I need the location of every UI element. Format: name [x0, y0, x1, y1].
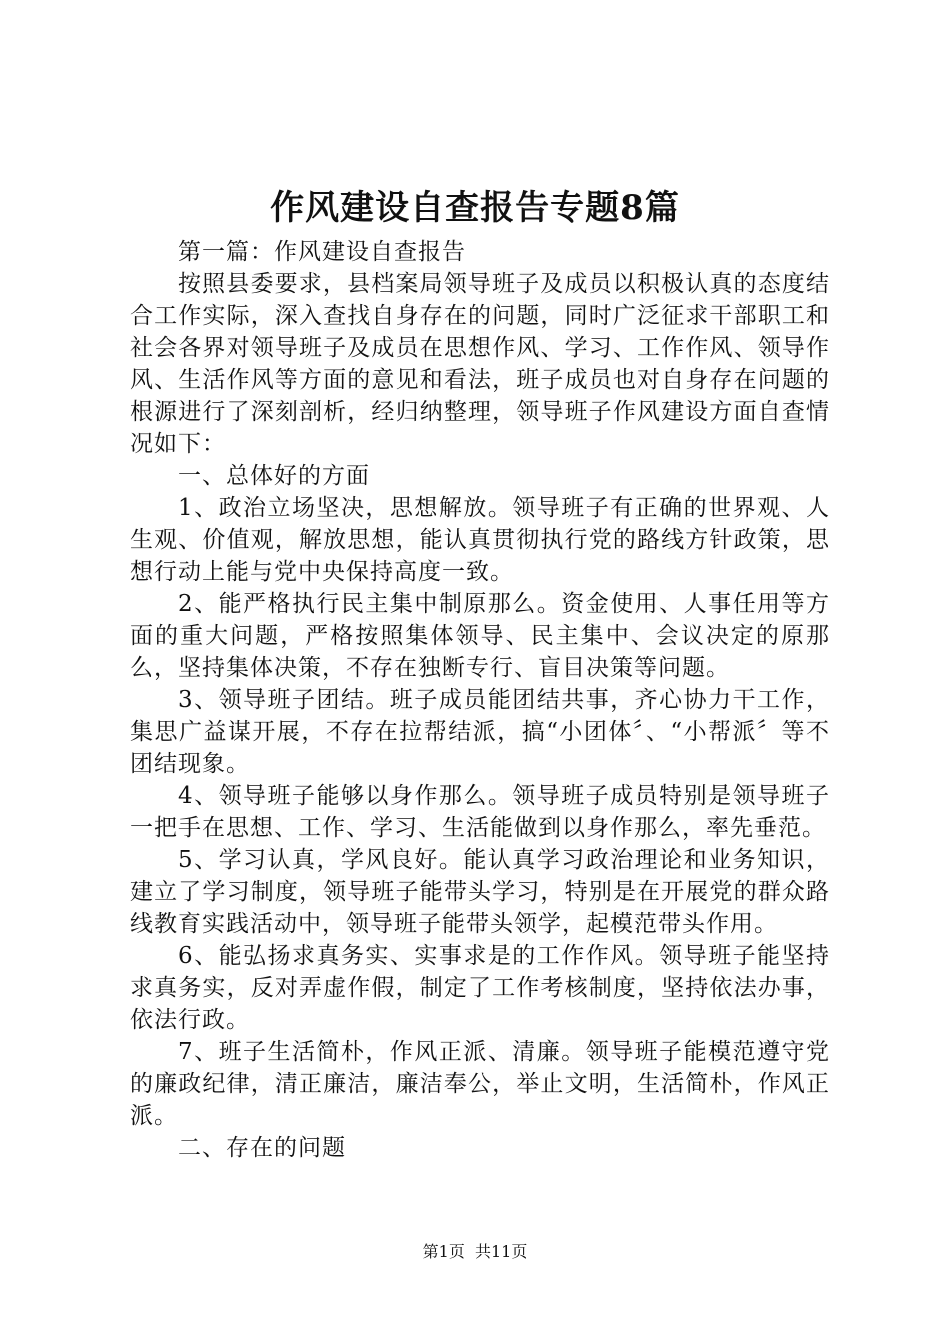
section-heading: 第一篇：作风建设自查报告	[178, 239, 466, 265]
paragraph: 6、能弘扬求真务实、实事求是的工作作风。领导班子能坚持求真务实，反对弄虚作假，制定了工作考核制度，坚持依法办事，依法行政。	[130, 943, 830, 1033]
paragraph: 4、领导班子能够以身作那么。领导班子成员特别是领导班子一把手在思想、工作、学习、生活能做到以身作那么，率先垂范。	[130, 783, 830, 841]
paragraph: 7、班子生活简朴，作风正派、清廉。领导班子能模范遵守党的廉政纪律，清正廉洁，廉洁奉公，举止文明，生活简朴，作风正派。	[130, 1039, 830, 1129]
paragraph: 按照县委要求，县档案局领导班子及成员以积极认真的态度结合工作实际，深入查找自身存在的问题，同时广泛征求干部职工和社会各界对领导班子及成员在思想作风、学习、工作作风、领导作风、生活作风等方面的意见和看法，班子成员也对自身存在问题的根源进行了深刻剖析，经归纳整理，领导班子作风建设方面自查情况如下：	[130, 271, 830, 457]
section-heading: 二、存在的问题	[178, 1135, 346, 1161]
paragraph: 2、能严格执行民主集中制原那么。资金使用、人事任用等方面的重大问题，严格按照集体领导、民主集中、会议决定的原那么，坚持集体决策，不存在独断专行、盲目决策等问题。	[130, 591, 830, 681]
section-heading: 一、总体好的方面	[178, 463, 370, 489]
paragraph: 5、学习认真，学风良好。能认真学习政治理论和业务知识，建立了学习制度，领导班子能带头学习，特别是在开展党的群众路线教育实践活动中，领导班子能带头领学，起模范带头作用。	[130, 847, 830, 937]
paragraph: 1、政治立场坚决，思想解放。领导班子有正确的世界观、人生观、价值观，解放思想，能认真贯彻执行党的路线方针政策，思想行动上能与党中央保持高度一致。	[130, 495, 830, 585]
paragraph: 3、领导班子团结。班子成员能团结共事，齐心协力干工作，集思广益谋开展，不存在拉帮结派，搞“小团体〞、“小帮派〞等不团结现象。	[130, 687, 830, 777]
page-number-footer: 第1页 共11页	[422, 1242, 528, 1261]
document-title: 作风建设自查报告专题8篇	[270, 188, 680, 228]
document-body	[130, 236, 830, 1164]
